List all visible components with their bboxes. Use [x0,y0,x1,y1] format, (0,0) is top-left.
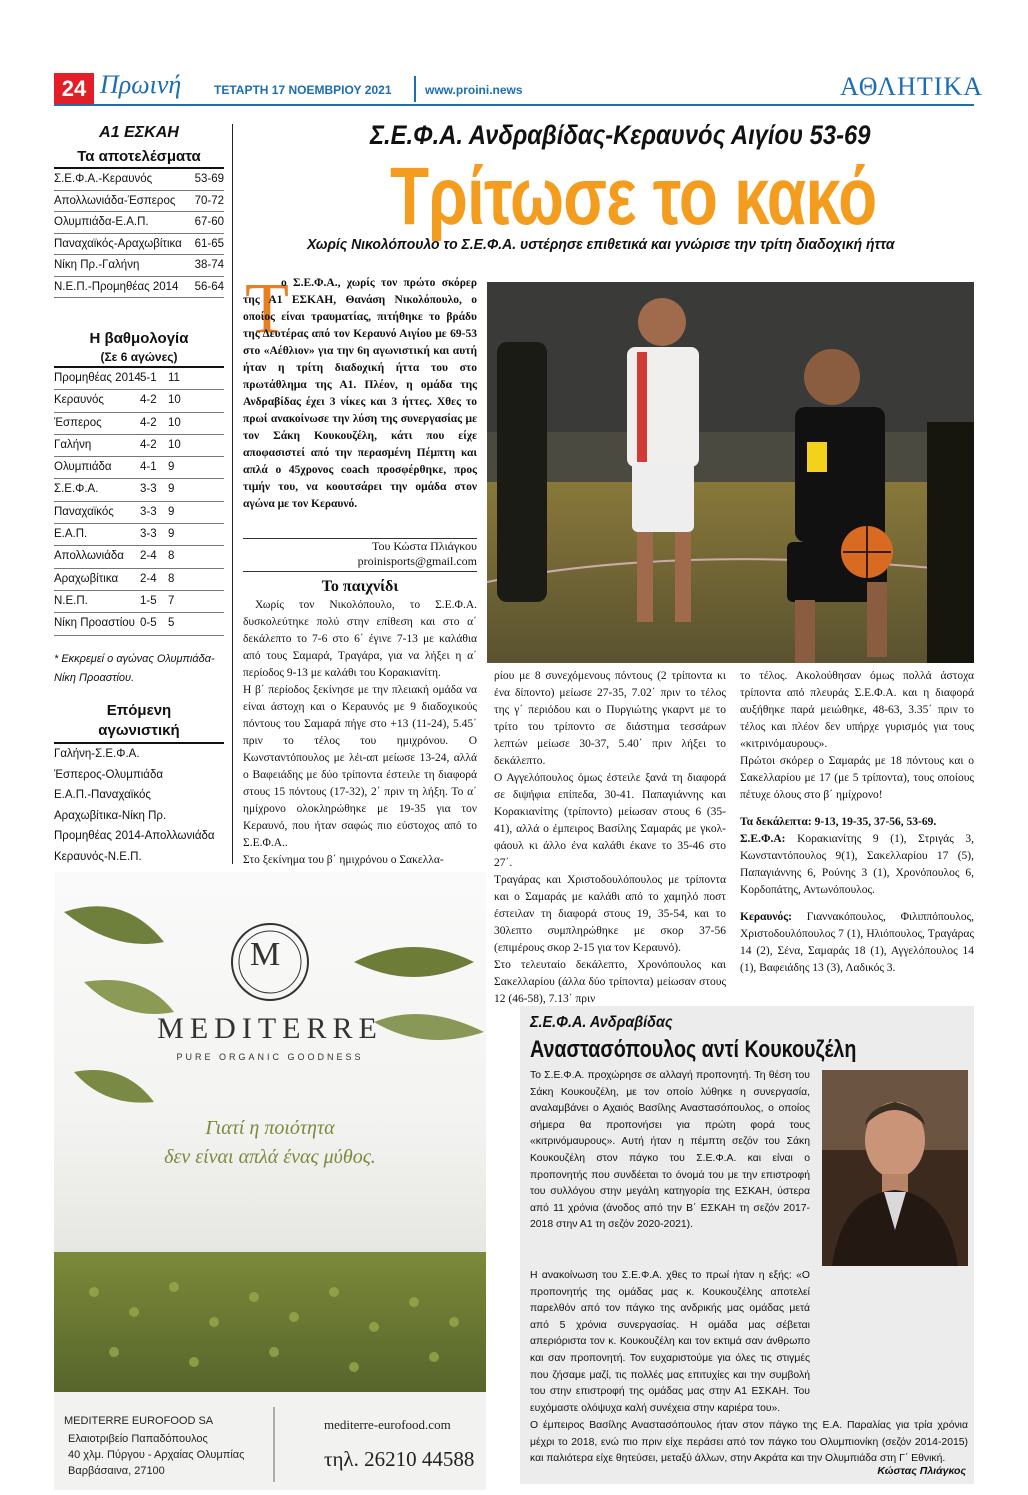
result-score: 61-65 [194,237,224,250]
team-record: 3-3 [140,528,157,541]
team-points: 9 [168,483,175,496]
team-record: 5-1 [140,372,157,384]
drop-cap: Τ [245,268,289,348]
mediterre-logo-icon: M [250,936,281,973]
coach-portrait [822,1070,968,1266]
standings-row [54,479,224,501]
column-rule [232,124,233,864]
team-points: 8 [168,572,175,585]
team-points: 5 [168,617,175,630]
standings-row [54,546,224,568]
paragraph: Χωρίς τον Νικολόπουλο, το Σ.Ε.Φ.Α. δυσκολεύτηκε πολύ στην επίθεση και στο α΄ δεκάλεπτο το 7-6 στο 6΄ έγινε 7-13 με καλάθια από τους Σαμαρά, Τραγάρα, για να λήξει η α΄ περίοδος 9-13 με καλάθι του Κορακιανίτη. [243,599,477,679]
header-rule [54,104,974,106]
result-row [54,255,224,277]
team-record: 1-5 [140,594,157,607]
byline-email: proinisports@gmail.com [243,554,477,572]
next-round-list [54,744,224,867]
standings-footnote: * Εκκρεμεί ο αγώνας Ολυμπιάδα-Νίκη Προαστίου. [54,652,215,684]
sefa-label: Σ.Ε.Φ.Α: [740,833,786,845]
article-col3 [740,668,974,977]
team-name: Απολλωνιάδα [54,550,124,563]
team-points: 10 [168,438,181,451]
team-name: Γαλήνη [54,438,92,451]
next-round-subtitle: αγωνιστική [54,722,224,744]
team-record: 2-4 [140,550,157,563]
byline-block [243,538,477,572]
paragraph: Στο ξεκίνημα του β΄ ημιχρόνου ο Σακελλα- [243,854,444,866]
standings-row [54,502,224,524]
team-record: 4-1 [140,461,157,474]
team-name: Έσπερος [54,416,102,429]
result-row [54,212,224,234]
next-match: Γαλήνη-Σ.Ε.Φ.Α. [54,748,140,760]
team-points: 10 [168,394,181,407]
quarters-line [740,814,974,831]
masthead-logo: Πρωινή [100,70,182,99]
team-name: Ν.Ε.Π. [54,594,88,607]
box-signature: Κώστας Πλιάγκος [877,1465,966,1477]
team-name: Ολυμπιάδα [54,461,112,474]
team-record: 3-3 [140,483,157,496]
standings-table [54,368,224,636]
team-points: 11 [168,372,180,384]
standings-row [54,368,224,390]
issue-date: ΤΕΤΑΡΤΗ 17 ΝΟΕΜΒΡΙΟΥ 2021 [214,83,392,97]
header-divider [414,76,416,102]
paragraph: Η β΄ περίοδος ξεκίνησε με την πλειακή ομάδα να είναι άστοχη και ο Κεραυνός με 9 διαδοχικούς πόντους του Σαμαρά πήγε στο +13 (11-24), 5.45΄ πριν το τέλος του ημιχρόνου. Ο Κωνσταντόπουλος με λέι-απ μείωσε 13-24, αλλά ο Βαφειάδης με δύο τρίποντα έστειλε τη διαφορά στους 15 πόντους (17-32), 2΄ πριν τη λήξη. Το α΄ ημίχρονο ολοκληρώθηκε με 19-35 για τον Κεραυνό, που ήταν σαφώς πιο εύστοχος από το Σ.Ε.Φ.Α.. [243,684,477,849]
team-name: Κεραυνός [54,394,104,407]
league-title: Α1 ΕΣΚΑΗ [99,124,179,141]
standings-row [54,457,224,479]
team-record: 4-2 [140,416,157,429]
keravnos-lineup [740,909,974,977]
ad-company: MEDITERRE EUROFOOD SA [64,1415,214,1427]
result-score: 53-69 [194,173,224,185]
standings-row [54,413,224,435]
game-photo [487,282,974,663]
keravnos-label: Κεραυνός: [740,911,792,923]
ad-address-1: Ελαιοτριβείο Παπαδόπουλος [68,1433,208,1445]
standings-row [54,390,224,412]
article-intro: ο Σ.Ε.Φ.Α., χωρίς τον πρώτο σκόρερ της Α1 ΕΣΚΑΗ, Θανάση Νικολόπουλο, ο οποίος είναι τραυματίας, πιτήθηκε το βράδυ της Δευτέρας από τον Κεραυνό Αιγίου με 69-53 στο «Αέθλιον» για την 6η αγωνιστική και αυτή ήταν η τρίτη διαδοχική ήττα του στο πρωτάθλημα της Α1. Πλέον, η ομάδα της Ανδραβίδας έχει 3 νίκες και 3 ήττες. Χθες το πρωί ανακοίνωσε την λύση της συνεργασίας με τον Σάκη Κουκουζέλη, κάτι που είχε αποφασιστεί από την περασμένη Πέμπτη και απλά ο 45χρονος coach προσφέρθηκε, προς τιμήν του, να κοουτσάρει την ομάδα στον αγώνα με τον Κεραυνό. [243,277,477,510]
result-row [54,234,224,256]
paragraph: ρίου με 8 συνεχόμενους πόντους (2 τρίποντα κι ένα δίποντο) μείωσε 27-35, 7.02΄ πριν το τέλος της γ΄ περιόδου και ο Πυργιώτης γκαρντ με το τρίτο του τρίποντο σε διάστημα τεσσάρων λεπτών μείωσε 30-37, 5.40΄ πριν λήξει το δεκάλεπτο. [494,670,726,767]
ad-address-2: 40 χλμ. Πύργου - Αρχαίας Ολυμπίας [68,1449,245,1461]
basketball-photo [487,282,974,663]
result-match: Σ.Ε.Φ.Α.-Κεραυνός [54,173,153,185]
result-match: Παναχαϊκός-Αραχωβίτικα [54,237,182,250]
mediterre-advertisement [54,872,486,1490]
result-row [54,277,224,299]
page-number: 24 [54,73,94,105]
keravnos-players: Γιαννακόπουλος, Φιλιππόπουλος, Χριστοδουλόπουλος 7 (1), Ηλιόπουλος, Τραγάρας 14 (2), Σένα, Σαμαράς 18 (1), Αγγελόπουλος 14 (1), Βαφειάδης 13 (3), Λαδικός 3. [740,911,974,974]
ad-slogan-1: Γιατί η ποιότητα [205,1117,335,1139]
team-points: 8 [168,550,175,563]
next-match: Προμηθέας 2014-Απολλωνιάδα [54,830,215,842]
team-points: 10 [168,416,181,429]
game-subtitle: Το παιχνίδι [321,578,399,595]
result-match: Νίκη Πρ.-Γαλήνη [54,259,140,271]
team-points: 7 [168,594,175,607]
standings-block [54,330,224,688]
result-score: 70-72 [194,194,224,207]
sefa-lineup [740,831,974,899]
result-score: 38-74 [194,259,224,271]
team-name: Νίκη Προαστίου [54,617,135,630]
section-title: ΑΘΛΗΤΙΚΑ [840,72,983,101]
box-para-3: Ο έμπειρος Βασίλης Αναστασόπουλος ήταν στον πάγκο της Ε.Α. Παραλίας για τρία χρόνια μέχρι το 2018, ενώ πιο πριν είχε περάσει από τον πάγκο του Ολυμπιονίκη (σεζόν 2014-2015) και παλιότερα είχε θητεύσει, μεταξύ άλλων, στην Ακράτα και την Ολυμπιάδα στη Γ΄ Εθνική. [530,1420,968,1465]
team-name: Προμηθέας 2014 [54,372,141,384]
team-points: 9 [168,528,175,541]
sefa-players: Κορακιανίτης 9 (1), Στριγάς 3, Κωνσταντόπουλος 9(1), Σακελλαρίου 17 (5), Παπαγιάννης 6, Ρούνης 3 (1), Χρονόπουλος 6, Κορδοπάτης, Αντωνόπουλος. [740,833,974,896]
results-list [54,169,224,298]
coach-photo [822,1070,968,1266]
paragraph: Τραγάρας και Χριστοδουλόπουλος με τρίποντα και ο Σαμαράς με καλάθι από το χαμηλό ποστ έστειλαν τη διαφορά στους 19, 35-54, και το 30λεπτο συμπληρώθηκε με σκορ 37-56 (επιμέρους σκορ 2-15 για τον Κεραυνό). [494,874,726,954]
result-match: Ν.Ε.Π.-Προμηθέας 2014 [54,280,179,293]
standings-row [54,613,224,635]
results-title: Τα αποτελέσματα [54,148,224,169]
ad-tagline: PURE ORGANIC GOODNESS [176,1052,364,1062]
standings-row [54,435,224,457]
quarters-values: 9-13, 19-35, 37-56, 53-69. [814,816,937,828]
result-row [54,169,224,191]
box-para-2: Η ανακοίνωση του Σ.Ε.Φ.Α. χθες το πρωί ήταν η εξής: «Ο προπονητής της ομάδας μας κ. Κουκουζέλης αποτελεί παρελθόν από τον πάγκο της ανδρικής μας ομάδας μετά από 5 χρόνια συνεργασίας. Η ομάδα μας σέβεται απεριόριστα τον κ. Κουκουζέλη και τον εκτιμά σαν άνθρωπο και σαν προπονητή. Τον ευχαριστούμε για όλες τις στιγμές που ζήσαμε μαζί, τις πολλές μας επιτυχίες και την συμβολή του στην επιστροφή της ομάδας μας στην Α1 ΕΣΚΑΗ. Του ευχόμαστε ολόψυχα καλή συνέχεια στην καριέρα του». [530,1270,810,1414]
standings-row [54,591,224,613]
article-col2 [494,668,726,1008]
box-title: Αναστασόπουλος αντί Κουκουζέλη [530,1036,857,1063]
team-record: 3-3 [140,505,157,518]
article-subhead: Χωρίς Νικολόπουλο το Σ.Ε.Φ.Α. υστέρησε επιθετικά και γνώρισε την τρίτη διαδοχική ήττα [307,236,895,253]
result-match: Ολυμπιάδα-Ε.Α.Π. [54,216,149,228]
next-match: Ε.Α.Π.-Παναχαϊκός [54,789,151,801]
standings-subtitle: (Σε 6 αγώνες) [54,347,224,368]
byline: Του Κώστα Πλιάγκου [371,539,477,553]
paragraph: το τέλος. Ακολούθησαν όμως πολλά άστοχα τρίποντα από πλευράς Σ.Ε.Φ.Α. και η διαφορά αυξήθηκε παρά μειώθηκε, 48-63, 3.35΄ πριν το τέλος και πλέον δεν υπήρχε γυρισμός για τους «κιτρινόμαυρους». [740,670,974,750]
article-headline: Τρίτωσε το κακό [390,151,877,242]
next-match: Έσπερος-Ολυμπιάδα [54,768,164,781]
next-match: Κεραυνός-Ν.Ε.Π. [54,850,142,863]
box-para-1: Το Σ.Ε.Φ.Α. προχώρησε σε αλλαγή προπονητή. Τη θέση του Σάκη Κουκουζέλη, με τον οποίο λύθηκε η συνεργασία, αναλαμβάνει ο Αχαιός Βασίλης Αναστασόπουλος, ο οποίος σήμερα θα προπονήσει για πρώτη φορά τους «κιτρινόμαυρους». Αυτή ήταν η πέμπτη σεζόν του Σάκη Κουκουζέλη στον πάγκο του Σ.Ε.Φ.Α. και είναι ο προπονητής που συνδέεται το όνομά του με την επιστροφή του συλλόγου στην μεγάλη κατηγορία της ΕΣΚΑΗ, ύστερα από 11 χρόνια (άνοδος από την Β΄ ΕΣΚΑΗ τη σεζόν 2017-2018 στην Α1 τη σεζόν 2020-2021). [530,1070,810,1231]
coach-change-box [520,1006,974,1484]
team-record: 2-4 [140,572,157,585]
quarters-label: Τα δεκάλεπτα: [740,816,812,828]
ad-slogan-2: δεν είναι απλά ένας μύθος. [164,1146,376,1168]
next-match: Αραχωβίτικα-Νίκη Πρ. [54,809,167,822]
result-match: Απολλωνιάδα-Έσπερος [54,194,176,207]
team-name: Ε.Α.Π. [54,528,88,541]
ad-website: mediterre-eurofood.com [324,1417,451,1432]
standings-title: Η βαθμολογία [89,330,189,347]
team-name: Σ.Ε.Φ.Α. [54,483,99,496]
box-kicker: Σ.Ε.Φ.Α. Ανδραβίδας [530,1014,673,1031]
standings-row [54,569,224,591]
results-block [54,124,224,298]
standings-row [54,524,224,546]
article-col1 [243,597,477,869]
team-points: 9 [168,461,175,474]
article-kicker: Σ.Ε.Φ.Α. Ανδραβίδας-Κεραυνός Αιγίου 53-69 [370,120,871,150]
team-record: 4-2 [140,438,157,451]
result-score: 67-60 [194,216,224,228]
ad-address-3: Βαρβάσαινα, 27100 [68,1465,165,1477]
paragraph: Ο Αγγελόπουλος όμως έστειλε ξανά τη διαφορά σε διψήφια επίπεδα, 30-41. Παπαγιάννης και Κορακιανίτης (τρίποντο) μείωσαν στους 6 (35-41), αλλά ο έμπειρος Βασίλης Σαμαράς με γκολ-φάουλ κι άλλο ένα καλάθι έκανε το 35-46 στο 27΄. [494,772,726,869]
header-website: www.proini.news [425,83,523,97]
ad-brand: MEDITERRE [157,1012,383,1045]
ad-phone: τηλ. 26210 44588 [324,1447,475,1471]
team-record: 0-5 [140,617,157,630]
next-round-block [54,702,224,867]
next-round-title: Επόμενη [106,702,172,719]
result-row [54,191,224,213]
team-name: Αραχωβίτικα [54,572,119,585]
paragraph: Πρώτοι σκόρερ ο Σαμαράς με 18 πόντους και ο Σακελλαρίου με 17 (με 5 τρίποντα), τους οποίους πέτυχε όλους στο β΄ ημίχρονο! [740,755,974,801]
team-name: Παναχαϊκός [54,505,114,518]
team-record: 4-2 [140,394,157,407]
paragraph: Στο τελευταίο δεκάλεπτο, Χρονόπουλος και Σακελλαρίου (άλλα δύο τρίποντα) μείωσαν στους 12 (46-58), 7.13΄ πριν [494,959,726,1005]
team-points: 9 [168,505,175,518]
result-score: 56-64 [194,280,224,293]
